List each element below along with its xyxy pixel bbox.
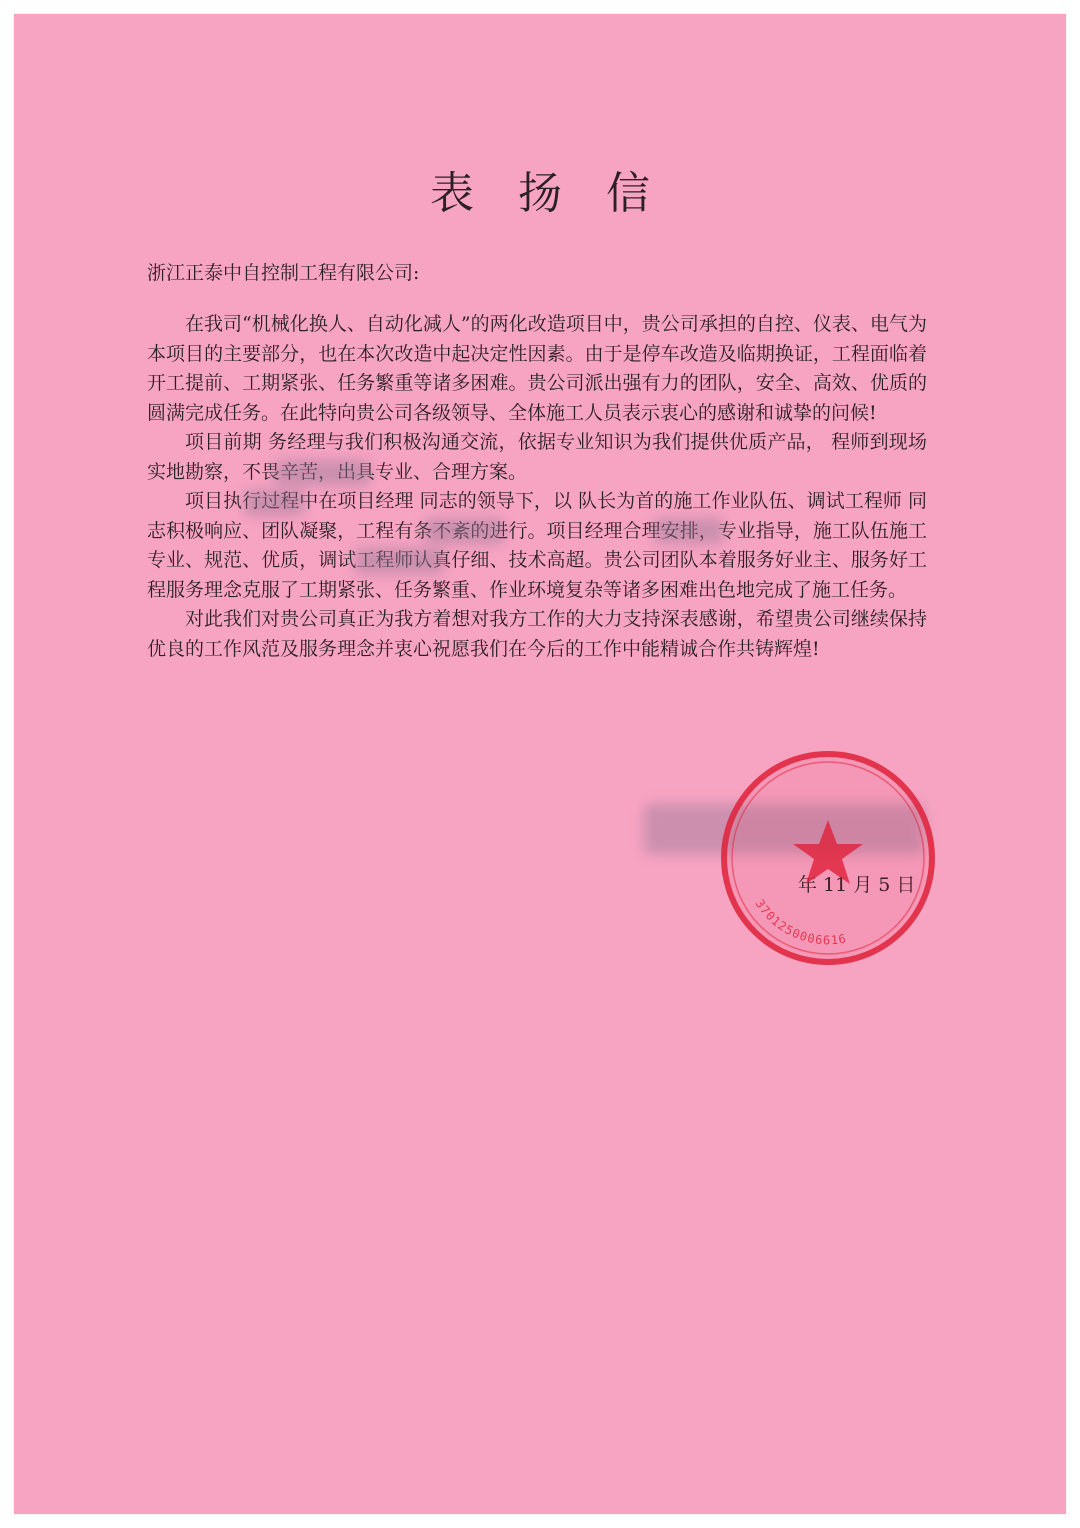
redaction-blur	[244, 490, 304, 516]
redaction-blur	[274, 460, 370, 486]
paragraph: 在我司“机械化换人、自动化减人”的两化改造项目中，贵公司承担的自控、仪表、电气为本项目的主要部分，也在本次改造中起决定性因素。由于是停车改造及临期换证，工程面临着开工提前、工期紧张、任务繁重等诸多困难。贵公司派出强有力的团队，安全、高效、优质的圆满完成任务。在此特向贵公司各级领导、全体施工人员表示衷心的感谢和诚挚的问候!	[147, 313, 927, 424]
redaction-blur	[354, 548, 444, 574]
paragraph: 项目执行过程中在项目经理 同志的领导下，以 队长为首的施工作业队伍、调试工程师 同志积极响应、团队凝聚，工程有条不紊的进行。项目经理合理安排，专业指导，施工队伍施工专业、规范、优质，调试工程师认真仔细、技术高超。贵公司团队本着服务好业主、服务好工程服务理念克服了工期紧张、任务繁重、作业环境复杂等诸多困难出色地完成了施工任务。	[147, 490, 927, 601]
seal-code: 3701250006616	[752, 896, 848, 948]
salutation: 浙江正泰中自控制工程有限公司:	[147, 262, 420, 284]
letter-page	[14, 14, 1066, 1514]
letter-title: 表扬信	[430, 168, 694, 219]
paragraph: 对此我们对贵公司真正为我方着想对我方工作的大力支持深表感谢，希望贵公司继续保持优良的工作风范及服务理念并衷心祝愿我们在今后的工作中能精诚合作共铸辉煌!	[147, 608, 927, 660]
letter-body	[147, 310, 927, 664]
redaction-blur	[424, 518, 504, 544]
paragraph: 项目前期 务经理与我们积极沟通交流，依据专业知识为我们提供优质产品， 程师到现场实地勘察，不畏辛苦，出具专业、合理方案。	[147, 431, 927, 483]
redaction-blur	[654, 518, 724, 544]
company-seal	[708, 738, 948, 978]
